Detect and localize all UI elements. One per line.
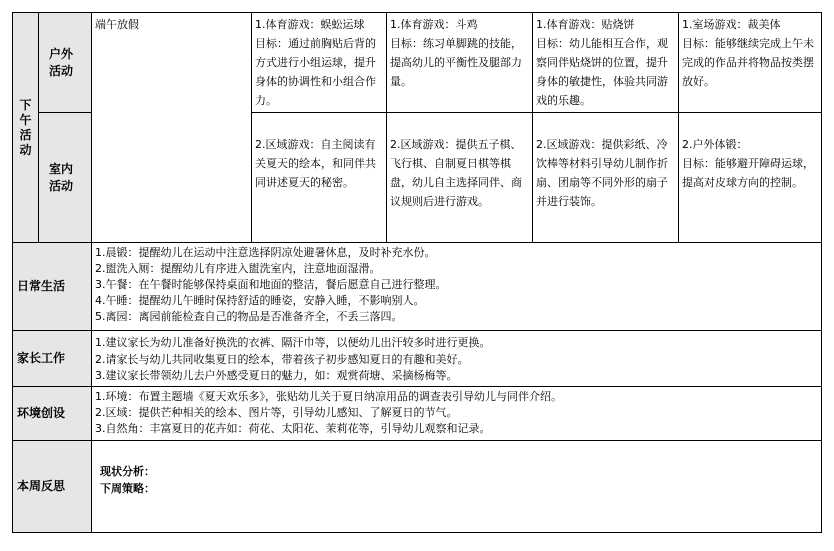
- outdoor-activity-1: 1.体育游戏：蜈蚣运球 目标：通过前胸贴后背的方式进行小组运球，提升身体的协调性和小组合作力。: [252, 13, 387, 113]
- environment-item: 3.自然角：丰富夏日的花卉如：荷花、太阳花、茉莉花等，引导幼儿观察和记录。: [95, 422, 491, 435]
- outdoor-label: 户外活动: [39, 13, 92, 113]
- daily-life-label: 日常生活: [13, 243, 92, 331]
- daily-life-item: 4.午睡：提醒幼儿午睡时保持舒适的睡姿，安静入睡，不影响别人。: [95, 294, 425, 307]
- indoor-activity-1: 2.区域游戏：自主阅读有关夏天的绘本，和同伴共同讲述夏天的秘密。: [252, 113, 387, 243]
- daily-life-item: 5.离园：离园前能检查自己的物品是否准备齐全，不丢三落四。: [95, 310, 403, 323]
- parents-content: [92, 331, 822, 387]
- environment-label: 环境创设: [13, 387, 92, 441]
- daily-life-item: 3.午餐：在午餐时能够保持桌面和地面的整洁，餐后愿意自己进行整理。: [95, 278, 447, 291]
- indoor-activity-3: 2.区域游戏：提供彩纸、冷饮棒等材料引导幼儿制作折扇、团扇等不同外形的扇子并进行装饰。: [533, 113, 679, 243]
- strategy-label: 下周策略：: [100, 482, 155, 495]
- analysis-label: 现状分析：: [100, 465, 155, 478]
- reflection-content: [92, 441, 822, 533]
- daily-life-item: 1.晨锻：提醒幼儿在运动中注意选择阴凉处避暑休息，及时补充水份。: [95, 246, 436, 259]
- outdoor-activity-4: 1.室场游戏：裁美体 目标：能够继续完成上午未完成的作品并将物品按类摆放好。: [679, 13, 822, 113]
- indoor-activity-2: 2.区域游戏：提供五子棋、飞行棋、自制夏日棋等棋盘，幼儿自主选择同伴、商议规则后进行游戏。: [387, 113, 533, 243]
- holiday-cell: 端午放假: [92, 13, 252, 243]
- weekly-plan-table: [12, 12, 822, 533]
- environment-item: 1.环境：布置主题墙《夏天欢乐多》，张贴幼儿关于夏日纳凉用品的调查表引导幼儿与同伴介绍。: [95, 390, 562, 403]
- afternoon-label: 下午活动: [13, 13, 39, 243]
- daily-life-item: 2.盥洗入厕：提醒幼儿有序进入盥洗室内，注意地面湿滑。: [95, 262, 381, 275]
- parents-item: 3.建议家长带领幼儿去户外感受夏日的魅力，如：观赏荷塘、采摘杨梅等。: [95, 369, 458, 382]
- reflection-label: 本周反思: [13, 441, 92, 533]
- environment-content: [92, 387, 822, 441]
- parents-label: 家长工作: [13, 331, 92, 387]
- outdoor-activity-2: 1.体育游戏：斗鸡 目标：练习单脚跳的技能，提高幼儿的平衡性及腿部力量。: [387, 13, 533, 113]
- outdoor-activity-3: 1.体育游戏：贴烧饼 目标：幼儿能相互合作，观察同伴贴烧饼的位置，提升身体的敏捷性，体验共同游戏的乐趣。: [533, 13, 679, 113]
- parents-item: 1.建议家长为幼儿准备好换洗的衣裤、隔汗巾等，以便幼儿出汗较多时进行更换。: [95, 336, 491, 349]
- parents-item: 2.请家长与幼儿共同收集夏日的绘本，带着孩子初步感知夏日的有趣和美好。: [95, 353, 469, 366]
- indoor-activity-4: 2.户外体锻： 目标：能够避开障碍运球，提高对皮球方向的控制。: [679, 113, 822, 243]
- daily-life-content: [92, 243, 822, 331]
- environment-item: 2.区域：提供芒种相关的绘本、图片等，引导幼儿感知、了解夏日的节气。: [95, 406, 458, 419]
- indoor-label: 室内活动: [39, 113, 92, 243]
